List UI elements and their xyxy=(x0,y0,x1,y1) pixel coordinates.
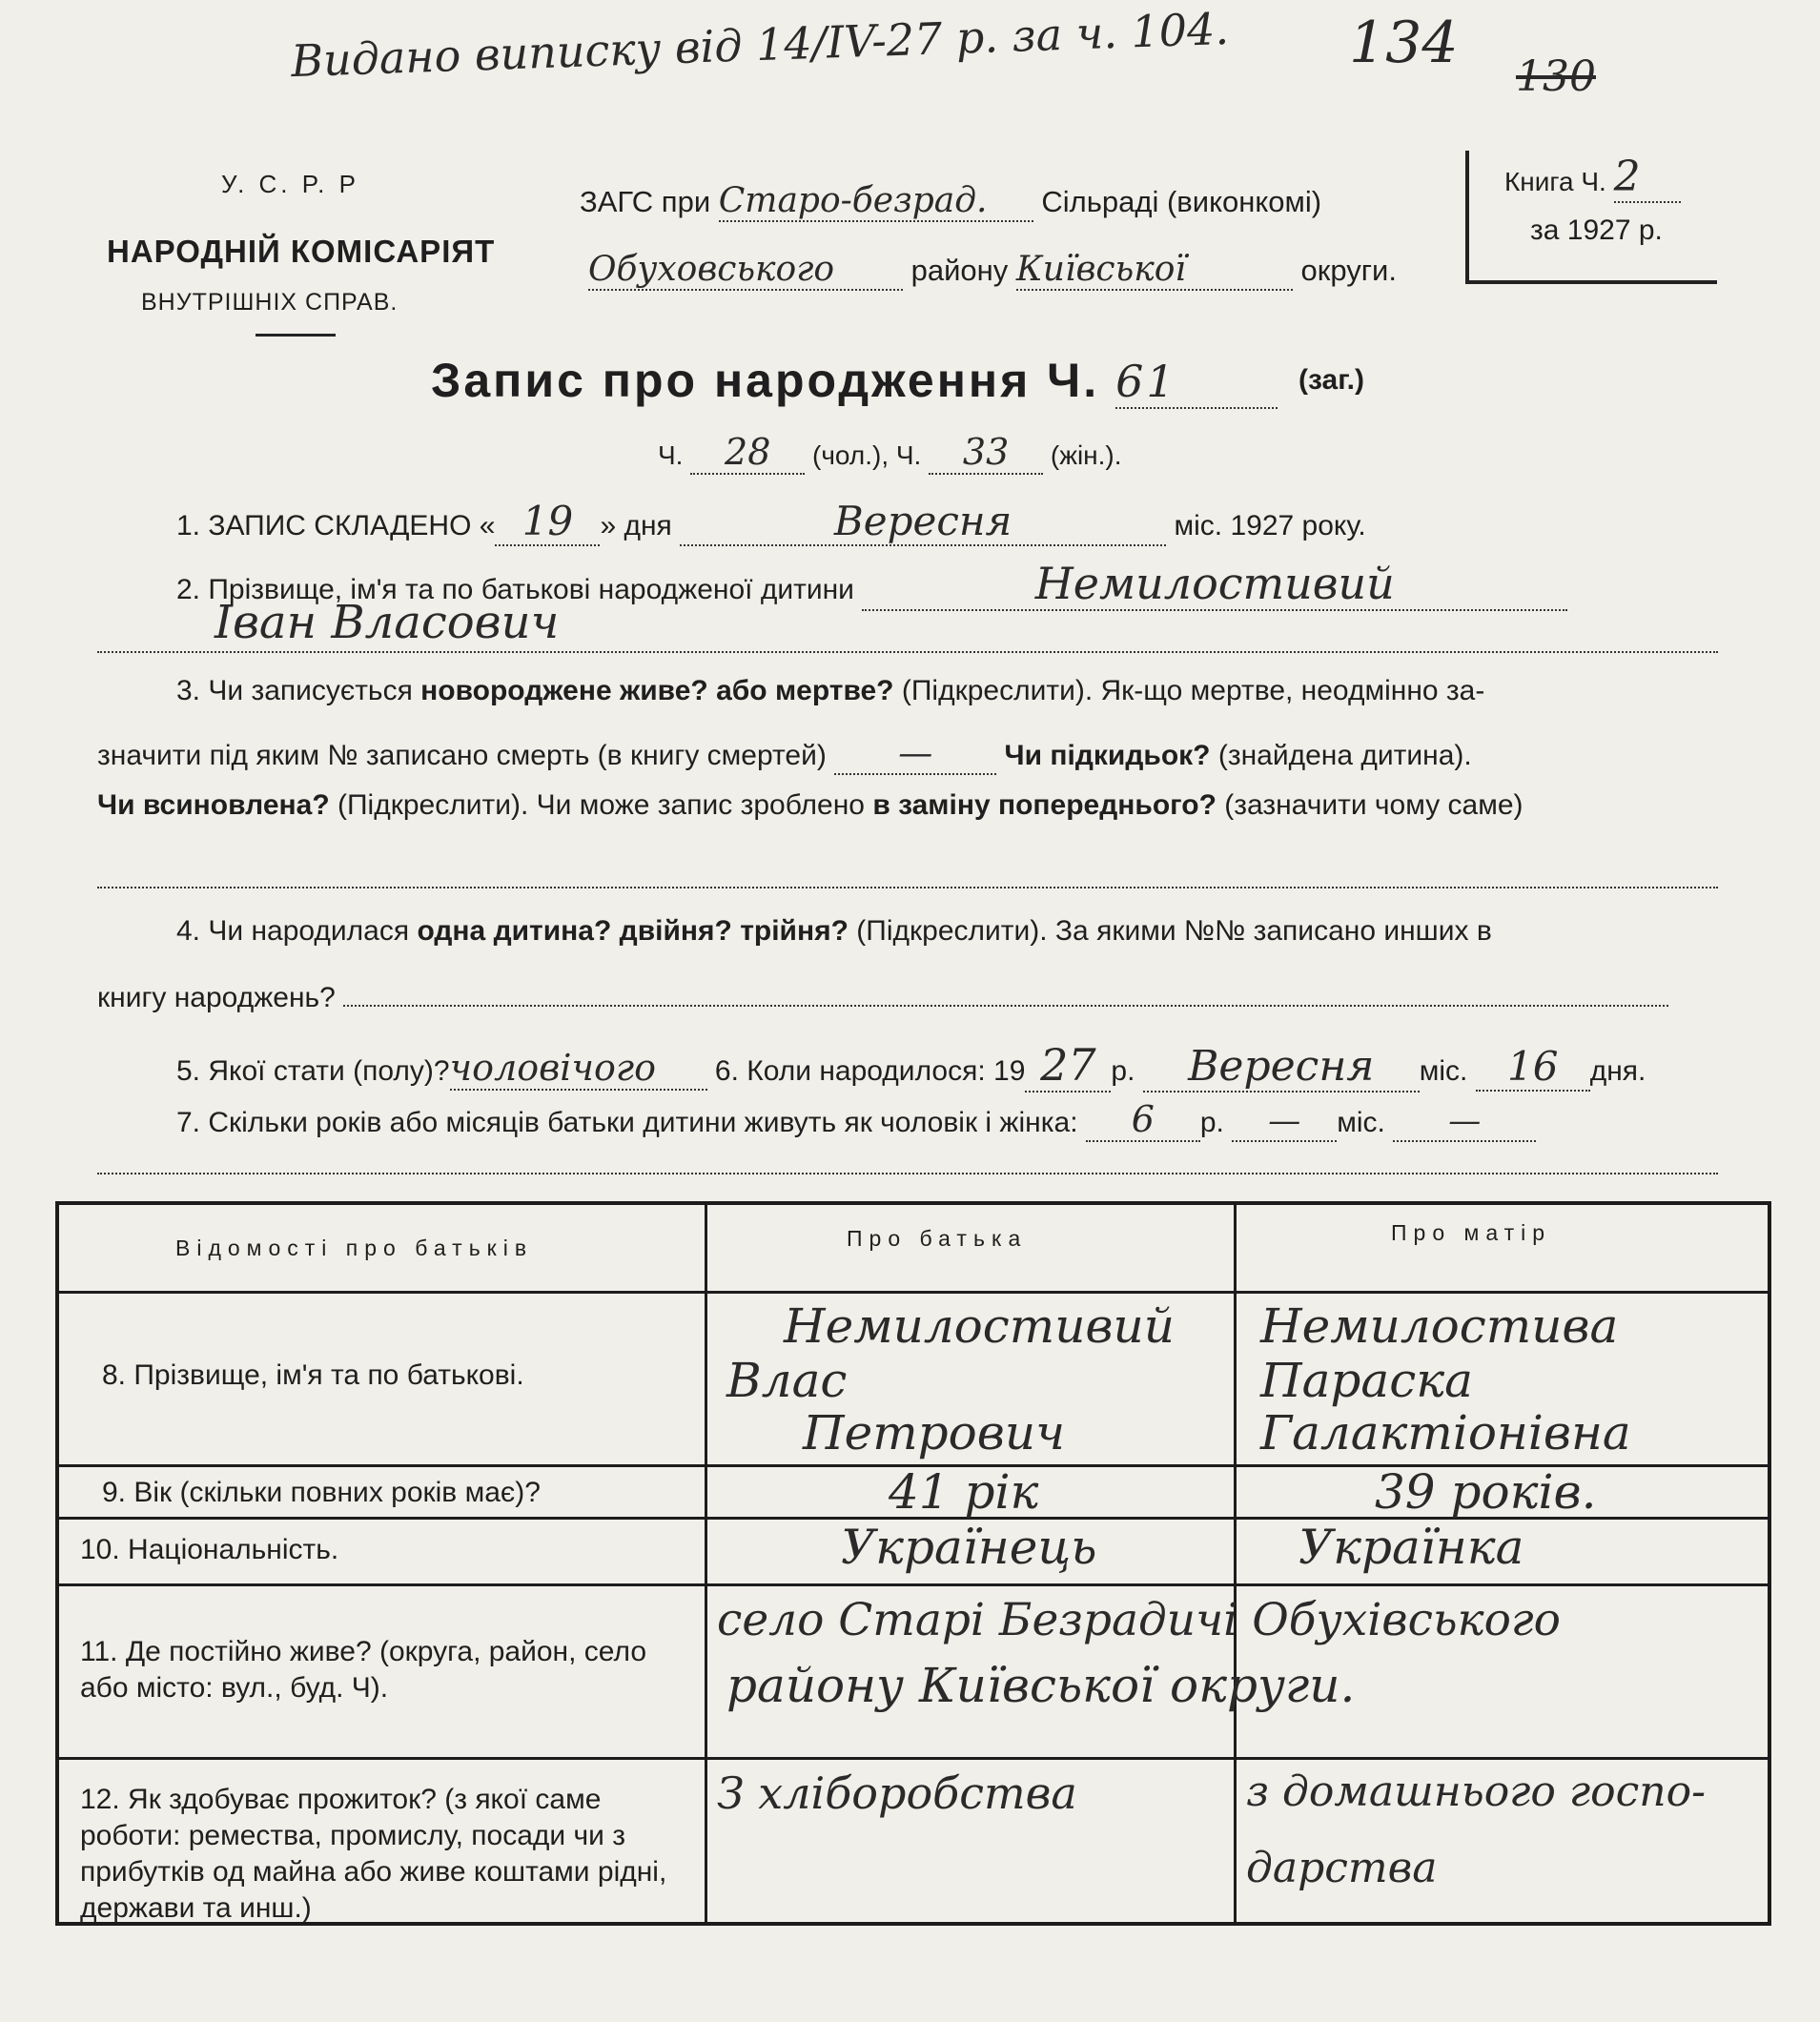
department-label: ВНУТРІШНІХ СПРАВ. xyxy=(141,289,399,316)
q1-label: 1. ЗАПИС СКЛАДЕНО « xyxy=(176,510,496,541)
q3-options-alive-dead: новороджене живе? або мертве? xyxy=(420,675,894,706)
book-year: за 1927 р. xyxy=(1530,214,1663,246)
q2-name: Іван Власович xyxy=(215,596,560,649)
okruha-label: округи. xyxy=(1300,254,1397,287)
q6-month: Вересня xyxy=(1143,1042,1420,1093)
q5-sex: чоловічого xyxy=(450,1047,707,1091)
q7-mis: міс. xyxy=(1337,1107,1385,1138)
record-subnumbers xyxy=(658,431,1122,475)
q3-line1-text: 3. Чи записується xyxy=(176,675,413,706)
male-label: (чол.), Ч. xyxy=(812,440,922,470)
q1-day: 19 xyxy=(495,498,600,546)
q3-adopted: Чи всиновлена? xyxy=(97,789,330,821)
table-col-divider-2 xyxy=(1234,1205,1237,1922)
book-label-line xyxy=(1504,153,1681,203)
mother-surname: Немилостива xyxy=(1260,1298,1619,1354)
table-header-mother: Про матір xyxy=(1391,1220,1552,1245)
q7-line xyxy=(176,1098,1536,1142)
rayon-label: району xyxy=(910,254,1009,287)
struck-number: 130 xyxy=(1516,52,1596,101)
q3-line3-mid: (Підкреслити). Чи може запис зроблено xyxy=(337,789,865,821)
republic-label: У. С. Р. Р xyxy=(221,170,359,198)
q3-replacement: в заміну попереднього? xyxy=(872,789,1217,821)
q3-foundling: Чи підкидьок? xyxy=(1004,740,1211,771)
q5-label: 5. Якої стати (полу)? xyxy=(176,1055,450,1087)
rayon-field: Обуховського xyxy=(588,250,903,291)
father-name: Влас xyxy=(726,1353,848,1408)
q4-end: (Підкреслити). За якими №№ записано инших в xyxy=(856,915,1492,947)
q1-month: Вересня xyxy=(680,498,1166,546)
q4-line2 xyxy=(97,982,1668,1014)
male-prefix: Ч. xyxy=(658,440,684,470)
q2-label: 2. Прізвище, ім'я та по батькові народженої дитини xyxy=(176,574,854,605)
father-patronymic: Петрович xyxy=(803,1405,1066,1460)
q3-line1-end: (Підкреслити). Як-що мертве, неодмінно за- xyxy=(901,675,1485,706)
residence-line1: село Старі Безрадичі Обухівського xyxy=(717,1594,1561,1646)
father-occupation: З хліборобства xyxy=(717,1767,1077,1819)
rayon-line xyxy=(588,250,1397,291)
record-title-text: Запис про народження Ч. xyxy=(431,354,1100,407)
q6-day: 16 xyxy=(1476,1043,1590,1092)
row10-label: 10. Національність. xyxy=(80,1534,339,1565)
zags-suffix: Сільраді (виконкомі) xyxy=(1041,185,1322,218)
mother-occupation-line2: дарства xyxy=(1246,1844,1438,1892)
record-number-suffix: (заг.) xyxy=(1299,364,1365,396)
q4-line1 xyxy=(176,915,1492,948)
q2-surname: Немилостивий xyxy=(862,558,1567,611)
header-divider xyxy=(256,334,336,337)
q3-line2-text: значити під яким № записано смерть (в книгу смертей) xyxy=(97,740,827,771)
q3-line3-end: (зазначити чому саме) xyxy=(1224,789,1523,821)
row8-label: 8. Прізвище, ім'я та по батькові. xyxy=(102,1359,524,1391)
mother-age: 39 років. xyxy=(1375,1464,1597,1520)
q3-line1 xyxy=(176,675,1484,707)
q3-line3 xyxy=(97,789,1523,822)
q7-label: 7. Скільки років або місяців батьки дитини живуть як чоловік і жінка: xyxy=(176,1107,1078,1138)
residence-line2: району Київської округи. xyxy=(726,1658,1356,1713)
book-number: 2 xyxy=(1614,153,1681,203)
q4-line2-text: книгу народжень? xyxy=(97,982,336,1013)
q6-year: 27 xyxy=(1025,1039,1111,1093)
q7-months: — xyxy=(1232,1102,1337,1142)
book-label: Книга Ч. xyxy=(1504,167,1606,196)
mother-name: Параска xyxy=(1260,1353,1473,1408)
top-handwritten-note: Видано виписку від 14/IV-27 р. за ч. 104. xyxy=(290,2,1230,88)
father-age: 41 рік xyxy=(889,1464,1039,1520)
mother-patronymic: Галактіонівна xyxy=(1260,1405,1631,1460)
q1-end: міс. 1927 року. xyxy=(1174,510,1366,541)
parents-table xyxy=(55,1201,1771,1926)
female-label: (жін.). xyxy=(1050,440,1122,470)
q6-mis: міс. xyxy=(1419,1055,1468,1087)
q4-other-numbers-field xyxy=(343,982,1668,1007)
q4-label: 4. Чи народилася xyxy=(176,915,410,947)
q3-rule xyxy=(97,887,1718,888)
commissariat-label: НАРОДНІЙ КОМІСАРІЯТ xyxy=(107,234,496,269)
zags-line xyxy=(580,181,1321,222)
father-nationality: Українець xyxy=(841,1520,1097,1575)
q1-mid: » дня xyxy=(600,510,672,541)
male-number: 28 xyxy=(690,431,805,475)
q2-rule xyxy=(97,651,1718,653)
q6-label: 6. Коли народилося: 19 xyxy=(714,1055,1026,1087)
q5-q6-line xyxy=(176,1039,1646,1093)
zags-prefix: ЗАГС при xyxy=(580,185,711,218)
table-row-divider-10 xyxy=(59,1583,1768,1586)
record-number: 61 xyxy=(1115,356,1278,409)
table-header-info: Відомості про батьків xyxy=(175,1236,534,1260)
father-surname: Немилостивий xyxy=(784,1298,1175,1354)
q1-line xyxy=(176,498,1366,546)
table-header-divider xyxy=(59,1291,1768,1294)
q6-r: р. xyxy=(1111,1055,1135,1087)
q7-tail: — xyxy=(1393,1102,1536,1142)
q4-options: одна дитина? двійня? трійня? xyxy=(417,915,849,947)
zags-village-field: Старо-безрад. xyxy=(719,181,1033,222)
mother-nationality: Українка xyxy=(1299,1520,1524,1575)
table-row-divider-11 xyxy=(59,1757,1768,1760)
archive-number: 134 xyxy=(1349,10,1459,76)
q3-death-number: — xyxy=(834,734,996,775)
table-header-father: Про батька xyxy=(847,1226,1028,1251)
female-number: 33 xyxy=(929,431,1043,475)
row9-label: 9. Вік (скільки повних років має)? xyxy=(102,1477,541,1508)
row11-label: 11. Де постійно живе? (округа, район, село або місто: вул., буд. Ч). xyxy=(80,1636,647,1704)
q6-dnya: дня. xyxy=(1589,1055,1646,1087)
okruha-field: Київської xyxy=(1016,250,1293,291)
q7-r: р. xyxy=(1199,1107,1224,1138)
record-title xyxy=(431,353,1278,409)
mother-occupation-line1: з домашнього госпо- xyxy=(1246,1767,1706,1816)
q3-line2-end: (знайдена дитина). xyxy=(1217,740,1472,771)
q3-line2 xyxy=(97,734,1472,775)
q7-years: 6 xyxy=(1086,1098,1200,1142)
table-col-divider-1 xyxy=(705,1205,707,1922)
q7-rule xyxy=(97,1173,1718,1174)
row12-label: 12. Як здобуває прожиток? (з якої саме роботи: ремества, промислу, посади чи з прибутків од майна або живе коштами рідні, держави та инш.) xyxy=(80,1784,667,1924)
